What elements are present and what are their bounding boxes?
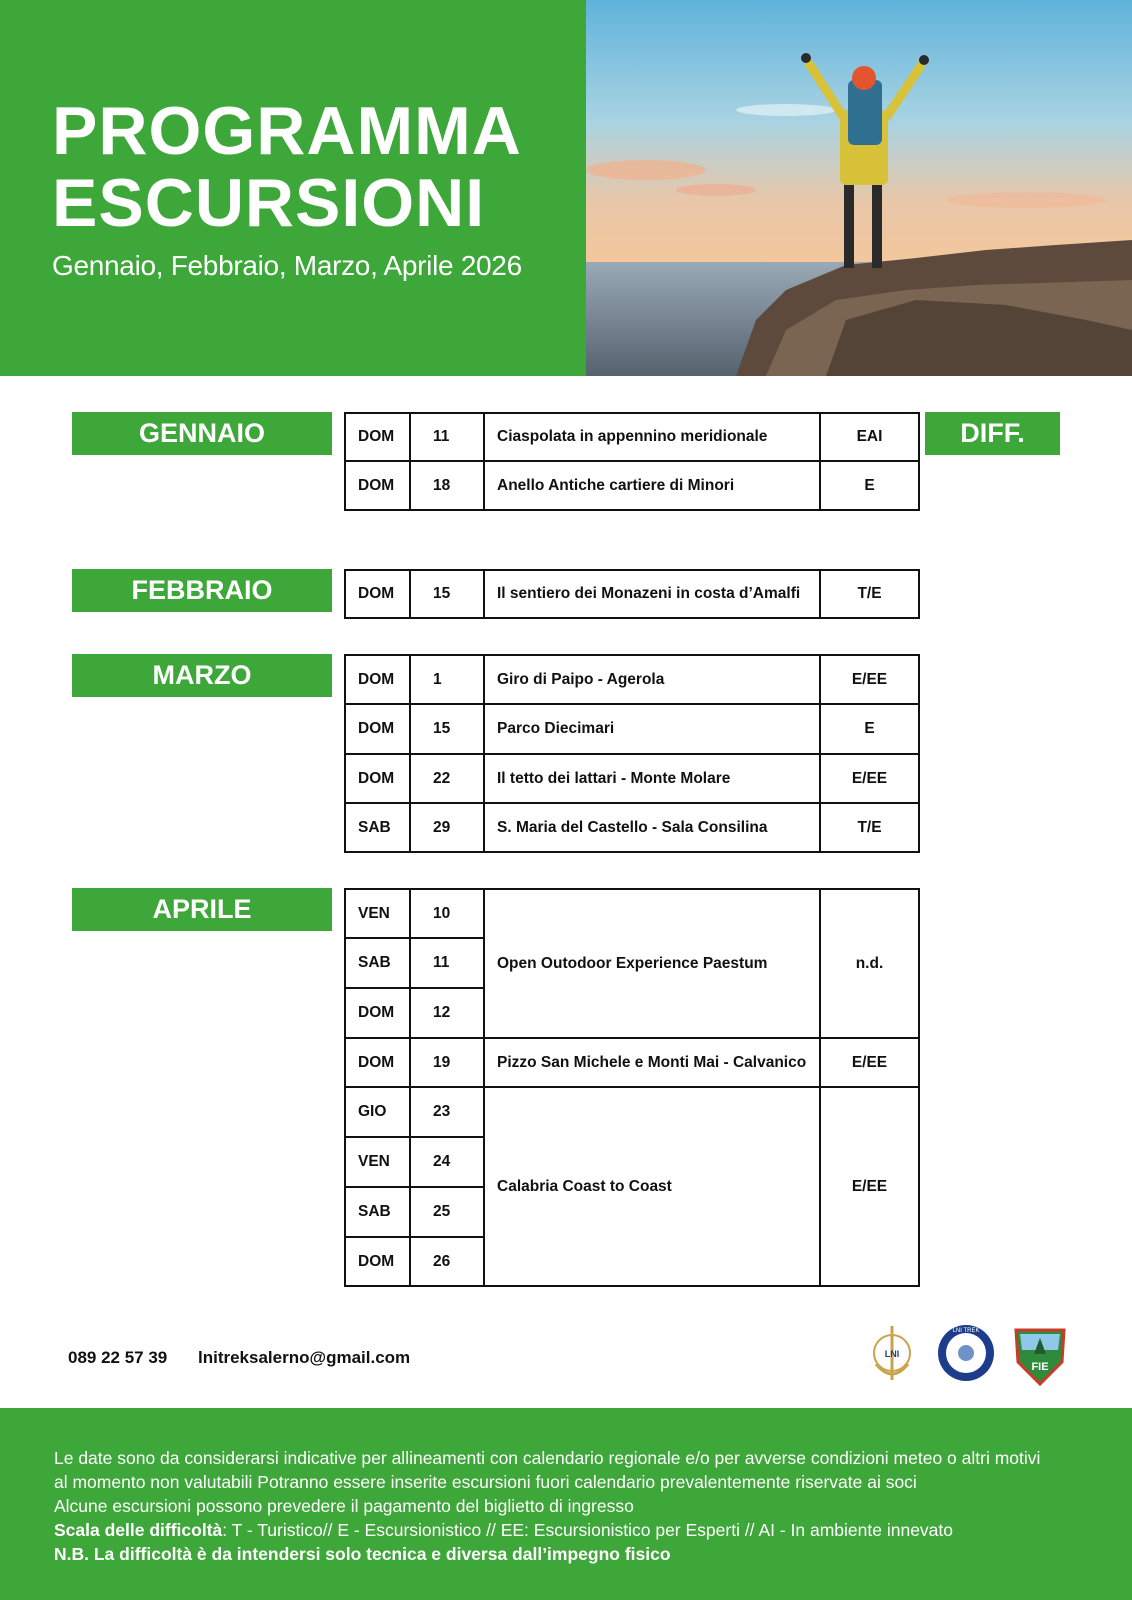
svg-text:LNI: LNI <box>884 1349 900 1359</box>
marzo-diff: E <box>819 703 920 755</box>
marzo-diff: E/EE <box>819 654 920 705</box>
note-line-1: Le date sono da considerarsi indicative per allineamenti con calendario regionale e/o per avverse condizioni meteo o altri motivi <box>54 1448 1041 1468</box>
aprile-date: 24 <box>409 1136 485 1188</box>
aprile-date: 12 <box>409 987 485 1039</box>
febbraio-day: DOM <box>344 569 411 619</box>
partner-logos <box>868 1318 1068 1388</box>
aprile-diff: E/EE <box>819 1086 920 1287</box>
marzo-date: 1 <box>409 654 485 705</box>
aprile-date: 11 <box>409 937 485 989</box>
marzo-date: 29 <box>409 802 485 853</box>
lni-anchor-logo <box>874 1326 910 1380</box>
note-difficulty-scale <box>54 1518 1040 1542</box>
aprile-event: Calabria Coast to Coast <box>483 1086 821 1287</box>
marzo-event: Parco Diecimari <box>483 703 821 755</box>
svg-text:LNI TREK: LNI TREK <box>952 1328 980 1334</box>
marzo-event: Il tetto dei lattari - Monte Molare <box>483 753 821 804</box>
hiker-photo-illustration <box>586 0 1132 376</box>
febbraio-diff: T/E <box>819 569 920 619</box>
gennaio-diff: EAI <box>819 412 920 462</box>
febbraio-event: Il sentiero dei Monazeni in costa d’Amalfi <box>483 569 821 619</box>
scale-text: : T - Turistico// E - Escursionistico // EE: Escursionistico per Esperti // AI - In ambiente innevato <box>222 1520 954 1540</box>
note-nb <box>54 1542 1040 1566</box>
marzo-day: DOM <box>344 703 411 755</box>
month-label-gennaio: GENNAIO <box>72 412 332 455</box>
note-line-3: Alcune escursioni possono prevedere il pagamento del biglietto di ingresso <box>54 1496 634 1516</box>
gennaio-date: 18 <box>409 460 485 511</box>
marzo-diff: T/E <box>819 802 920 853</box>
aprile-diff: n.d. <box>819 888 920 1039</box>
aprile-day: VEN <box>344 1136 411 1188</box>
aprile-event: Open Outodoor Experience Paestum <box>483 888 821 1039</box>
footer-notes <box>54 1446 1040 1566</box>
lni-trek-logo <box>938 1325 994 1381</box>
aprile-day: SAB <box>344 1186 411 1238</box>
aprile-date: 19 <box>409 1037 485 1088</box>
header <box>0 0 1132 376</box>
aprile-day: VEN <box>344 888 411 939</box>
partner-logos-graphic <box>868 1318 1068 1388</box>
gennaio-diff: E <box>819 460 920 511</box>
email-address[interactable]: lnitreksalerno@gmail.com <box>198 1348 411 1367</box>
aprile-date: 23 <box>409 1086 485 1138</box>
marzo-event: S. Maria del Castello - Sala Consilina <box>483 802 821 853</box>
contacts <box>68 1348 436 1368</box>
aprile-day: GIO <box>344 1086 411 1138</box>
febbraio-date: 15 <box>409 569 485 619</box>
aprile-date: 26 <box>409 1236 485 1287</box>
aprile-date: 25 <box>409 1186 485 1238</box>
title-line-2: ESCURSIONI <box>52 165 486 241</box>
aprile-diff: E/EE <box>819 1037 920 1088</box>
gennaio-day: DOM <box>344 412 411 462</box>
note-line-2: al momento non valutabili Potranno essere inserite escursioni fuori calendario prevalentemente riservate ai soci <box>54 1472 917 1492</box>
nb-text: N.B. La difficoltà è da intendersi solo tecnica e diversa dall’impegno fisico <box>54 1544 671 1564</box>
marzo-day: SAB <box>344 802 411 853</box>
marzo-date: 15 <box>409 703 485 755</box>
aprile-day: DOM <box>344 1037 411 1088</box>
marzo-date: 22 <box>409 753 485 804</box>
aprile-event: Pizzo San Michele e Monti Mai - Calvanico <box>483 1037 821 1088</box>
aprile-date: 10 <box>409 888 485 939</box>
gennaio-event: Anello Antiche cartiere di Minori <box>483 460 821 511</box>
difficulty-column-label: DIFF. <box>925 412 1060 455</box>
hiker-photo <box>586 0 1132 376</box>
marzo-diff: E/EE <box>819 753 920 804</box>
gennaio-date: 11 <box>409 412 485 462</box>
fie-shield-logo <box>1016 1330 1064 1384</box>
month-label-aprile: APRILE <box>72 888 332 931</box>
month-label-marzo: MARZO <box>72 654 332 697</box>
gennaio-day: DOM <box>344 460 411 511</box>
aprile-day: SAB <box>344 937 411 989</box>
aprile-day: DOM <box>344 987 411 1039</box>
title-line-1: PROGRAMMA <box>52 93 522 169</box>
aprile-day: DOM <box>344 1236 411 1287</box>
header-green-panel <box>0 0 586 376</box>
svg-text:FIE: FIE <box>1031 1361 1049 1373</box>
marzo-event: Giro di Paipo - Agerola <box>483 654 821 705</box>
phone-number[interactable]: 089 22 57 39 <box>68 1348 168 1367</box>
marzo-day: DOM <box>344 753 411 804</box>
page-subtitle: Gennaio, Febbraio, Marzo, Aprile 2026 <box>52 250 522 281</box>
marzo-day: DOM <box>344 654 411 705</box>
footer-notes-panel <box>0 1408 1132 1600</box>
scale-label: Scala delle difficoltà <box>54 1520 223 1540</box>
gennaio-event: Ciaspolata in appennino meridionale <box>483 412 821 462</box>
page-title <box>52 95 522 239</box>
month-label-febbraio: FEBBRAIO <box>72 569 332 612</box>
